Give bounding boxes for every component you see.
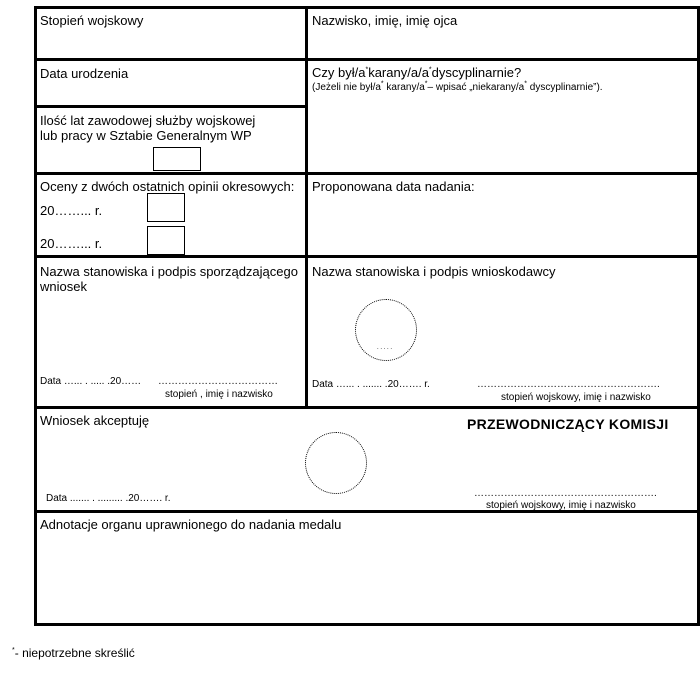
proposed-date-label: Proponowana data nadania: [312, 179, 475, 194]
committee-stamp-circle [305, 432, 367, 494]
evaluations-label: Oceny z dwóch ostatnich opinii okresowych: [40, 179, 295, 194]
evaluation-year-1: 20……... r. [40, 203, 103, 218]
divider [37, 406, 697, 409]
committee-chair-title: PRZEWODNICZĄCY KOMISJI [467, 416, 669, 432]
service-years-label: Ilość lat zawodowej służby wojskowej lub pracy w Sztabie Generalnym WP [40, 113, 256, 143]
column-divider [305, 9, 308, 406]
service-years-box[interactable] [153, 147, 201, 171]
medal-application-form [34, 6, 700, 626]
divider [37, 172, 697, 175]
preparer-label: Nazwa stanowiska i podpis sporządzającego wniosek [40, 264, 298, 294]
disciplinary-question: Czy był/a*karany/a/a*dyscyplinarnie? [312, 65, 522, 80]
divider [37, 255, 697, 258]
chair-signature-caption: stopień wojskowy, imię i nazwisko [486, 500, 636, 511]
evaluation-year-2: 20……... r. [40, 236, 103, 251]
birthdate-label: Data urodzenia [40, 66, 129, 81]
chair-signature-line: ………………………………………………. [474, 488, 657, 499]
evaluation-box-2[interactable] [147, 226, 185, 255]
divider [37, 58, 697, 61]
annotations-label: Adnotacje organu uprawnionego do nadania medalu [40, 517, 342, 532]
acceptance-label: Wniosek akceptuję [40, 413, 150, 428]
footnote: *- niepotrzebne skreślić [12, 646, 135, 660]
divider [37, 105, 307, 108]
evaluation-box-1[interactable] [147, 193, 185, 222]
applicant-signature-caption: stopień wojskowy, imię i nazwisko [501, 392, 651, 403]
acceptance-date: Data ....... . ......... .20……. r. [46, 493, 171, 504]
preparer-signature-line: ……………………………… [158, 376, 278, 387]
applicant-signature-line: ………………………………………………. [477, 379, 660, 390]
preparer-signature-caption: stopień , imię i nazwisko [165, 389, 273, 400]
rank-label: Stopień wojskowy [40, 13, 144, 28]
stamp-text: . . . . . [377, 345, 393, 351]
applicant-date: Data …... . ....... .20……. r. [312, 379, 430, 390]
name-label: Nazwisko, imię, imię ojca [312, 13, 458, 28]
preparer-date: Data …... . ..... .20…… [40, 376, 142, 387]
applicant-label: Nazwa stanowiska i podpis wnioskodawcy [312, 264, 556, 279]
disciplinary-instruction: (Jeżeli nie był/a* karany/a*– wpisać „niekarany/a* dyscyplinarnie”). [312, 80, 603, 93]
